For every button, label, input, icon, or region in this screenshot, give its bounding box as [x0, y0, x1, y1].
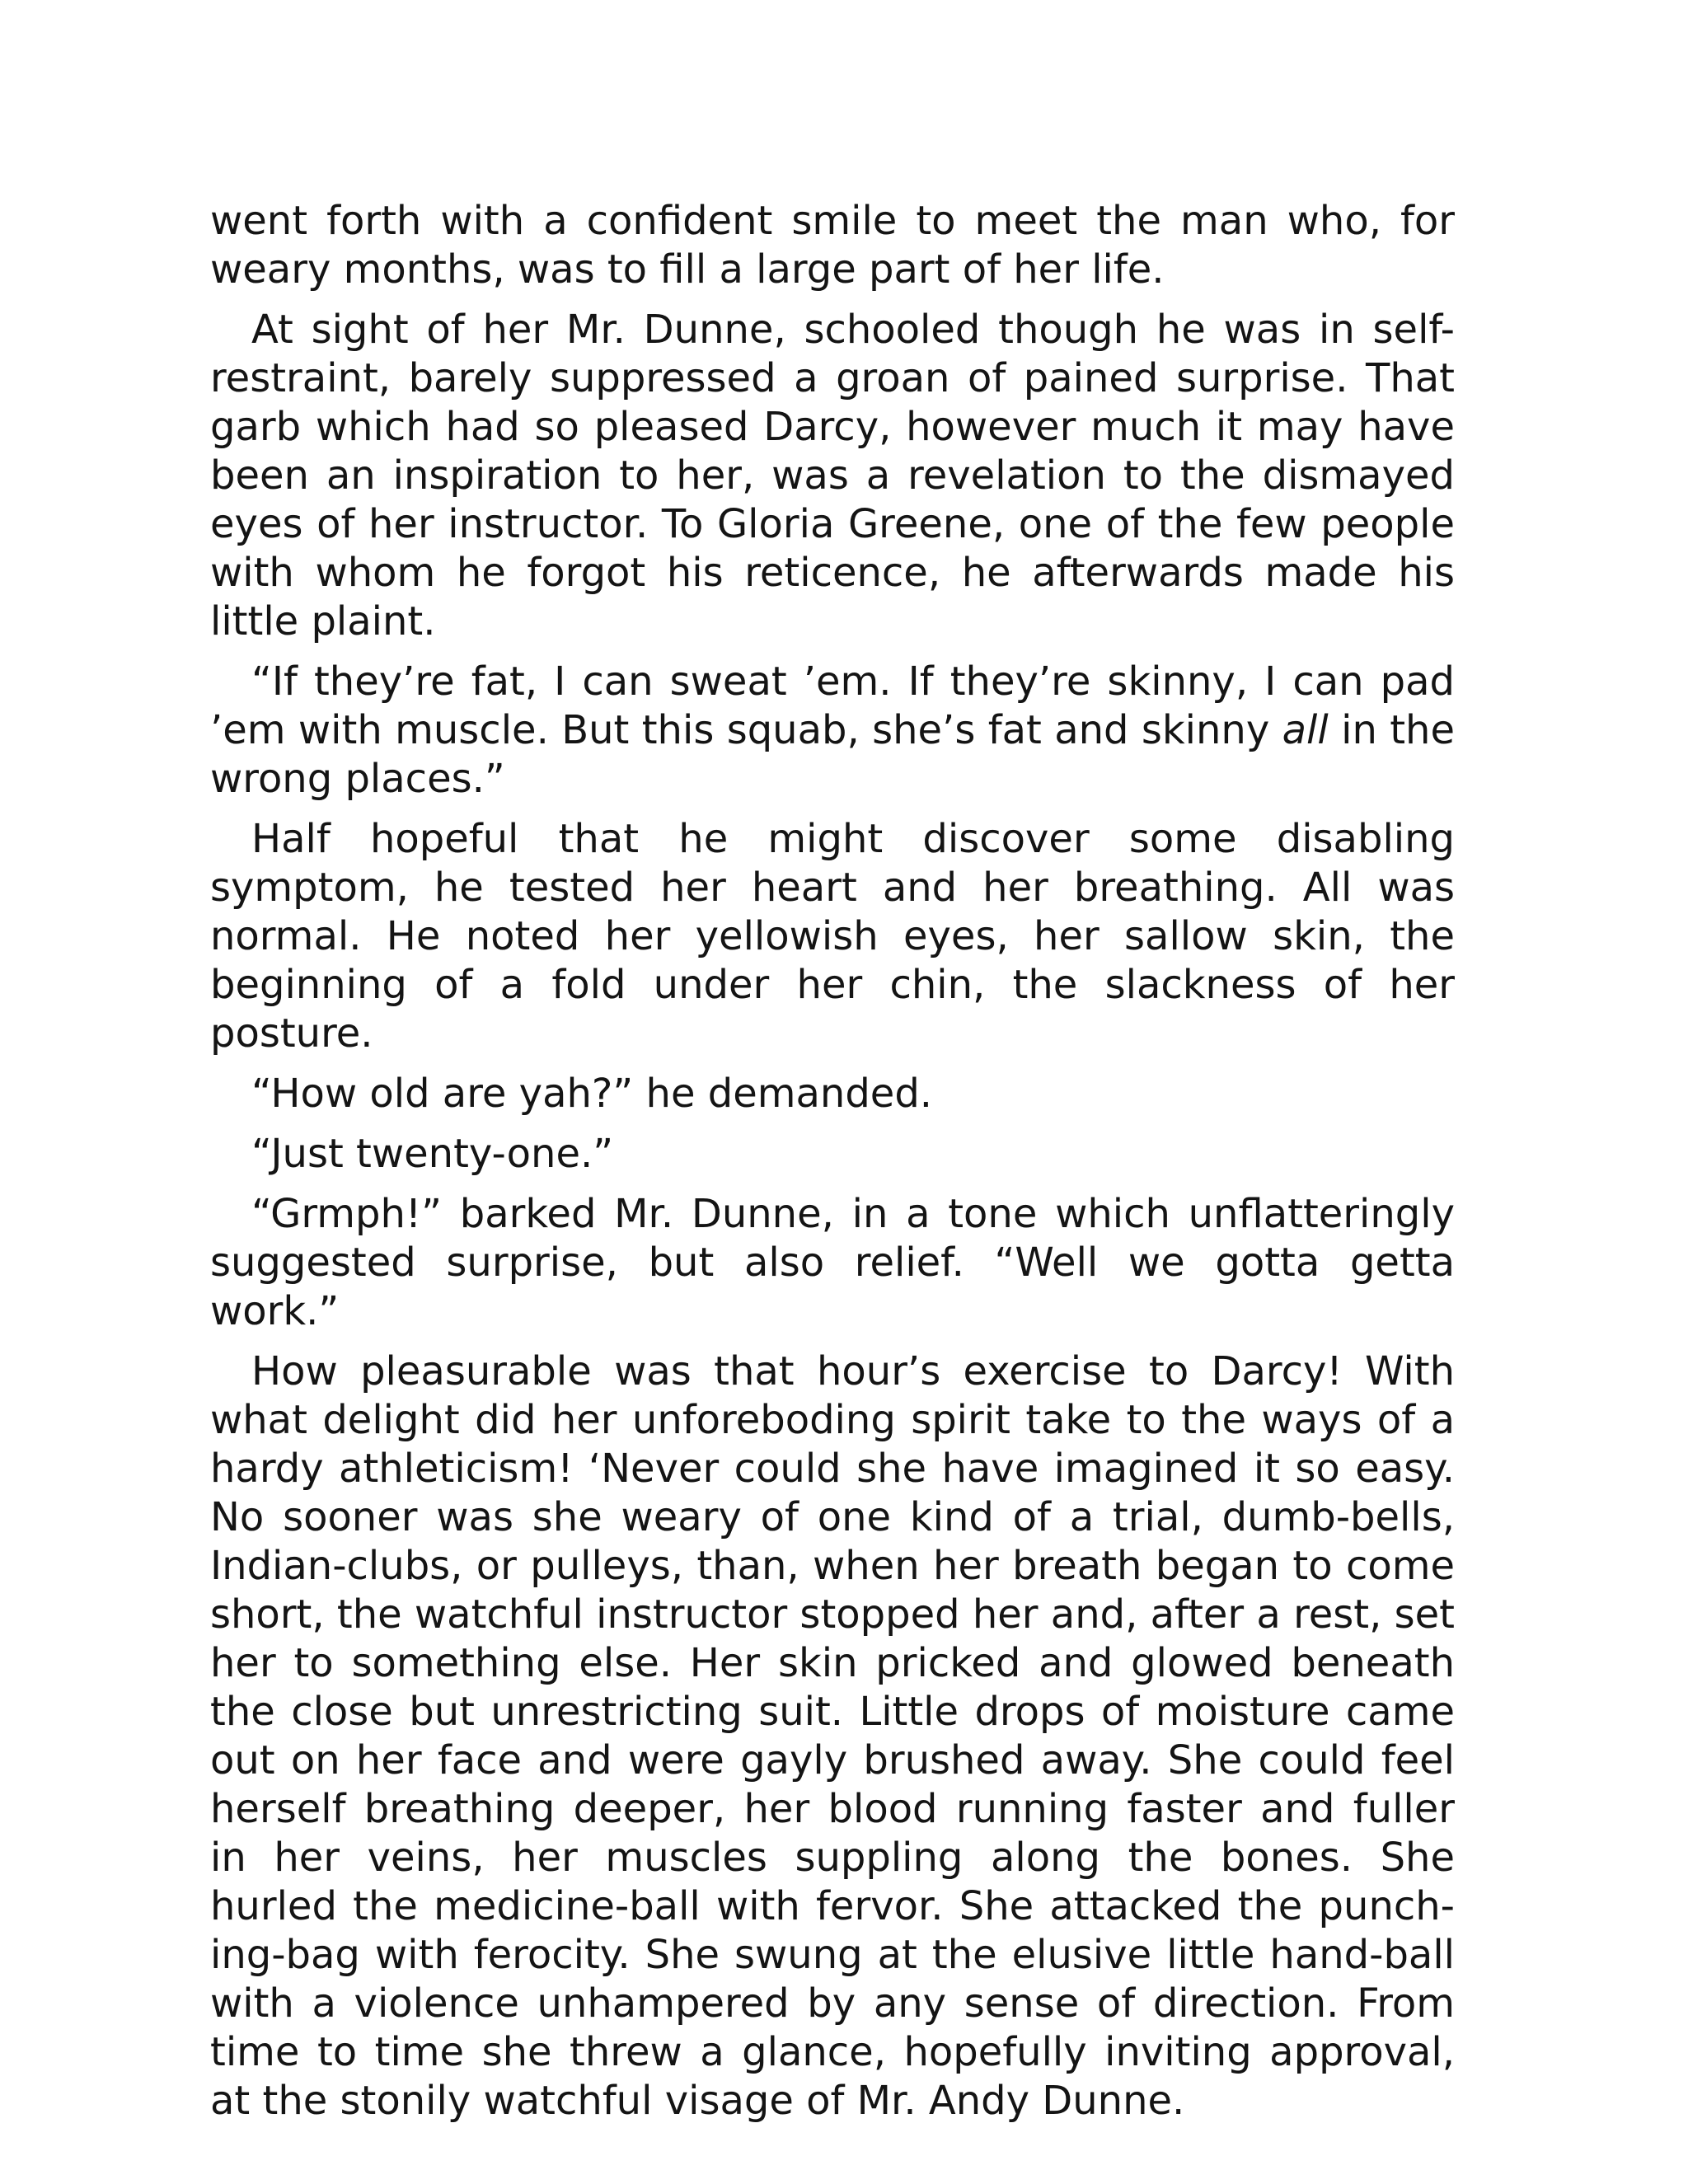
paragraph-dunne-quote	[210, 658, 1455, 804]
quote-text-before: “If they’re fat, I can sweat ’em. If they’re skinny, I can pad ’em with muscle. But this squab, she’s fat and skinny	[210, 658, 1455, 753]
paragraph-examination: Half hopeful that he might discover some disabling symptom, he tested her heart and her breathing. All was normal. He noted her yellowish eyes, her sallow skin, the beginning of a fold under her chin, the slackness of her posture.	[210, 816, 1455, 1057]
paragraph-dunne-reaction: At sight of her Mr. Dunne, schooled though he was in self-restraint, barely suppressed a groan of pained surprise. That garb which had so pleased Darcy, however much it may have been an inspiration to her, was a revelation to the dismayed eyes of her instructor. To Gloria Greene, one of the few people with whom he forgot his reticence, he afterwards made his little plaint.	[210, 307, 1455, 644]
emphasized-word: all	[1282, 707, 1329, 753]
quote-text-after: in the wrong places.”	[210, 707, 1456, 802]
paragraph-age-answer: “Just twenty-one.”	[251, 1131, 614, 1177]
paragraph-age-question: “How old are yah?” he demanded.	[251, 1071, 933, 1117]
paragraph-continuation: went forth with a confident smile to meet the man who, for weary months, was to fill a large part of her life.	[210, 198, 1455, 293]
body-text	[210, 197, 1455, 2137]
paragraph-exercise: How pleasurable was that hour’s exercise to Darcy! With what delight did her unforeboding spirit take to the ways of a hardy athleticism! ‘Never could she have imagined it so easy. No sooner was she weary of one kind of a trial, dumb-bells, Indian-clubs, or pulleys, than, when her breath began to come short, the watchful instructor stopped her and, after a rest, set her to something else. Her skin pricked and glowed beneath the close but unrestricting suit. Little drops of moisture came out on her face and were gayly brushed away. She could feel herself breathing deeper, her blood running faster and fuller in her veins, her muscles suppling along the bones. She hurled the medicine-ball with fervor. She attacked the punch-ing-bag with ferocity. She swung at the elusive little hand-ball with a violence unhampered by any sense of direction. From time to time she threw a glance, hopefully inviting approval, at the stonily watchful visage of Mr. Andy Dunne.	[210, 1348, 1455, 2124]
paragraph-grmph: “Grmph!” barked Mr. Dunne, in a tone which unflatteringly suggested surprise, but also relief. “Well we gotta getta work.”	[210, 1191, 1455, 1334]
